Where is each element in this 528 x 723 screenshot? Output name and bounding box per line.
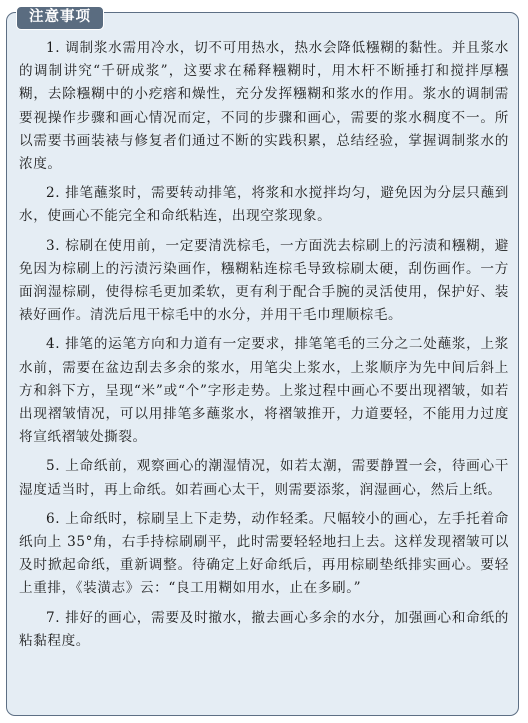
note-paragraph-6: 6. 上命纸时，棕刷呈上下走势，动作轻柔。尺幅较小的画心，左手托着命纸向上 35°角，右手持棕刷刷平，此时需要轻轻地扫上去。这样发现褶皱可以及时掀起命纸，重新调整。待确定上好命纸后，再用棕刷垫纸排实画心。要轻上重排，《装潢志》云：“良工用糊如用水，止在多刷。”	[19, 510, 509, 597]
note-paragraph-5: 5. 上命纸前，观察画心的潮湿情况，如若太潮，需要静置一会，待画心干湿度适当时，再上命纸。如若画心太干，则需要添浆，润湿画心，然后上纸。	[19, 458, 509, 498]
note-paragraph-7: 7. 排好的画心，需要及时撤水，撤去画心多余的水分，加强画心和命纸的粘黏程度。	[19, 609, 509, 649]
note-paragraph-3: 3. 棕刷在使用前，一定要清洗棕毛，一方面洗去棕刷上的污渍和糨糊，避免因为棕刷上的污渍污染画作，糨糊粘连棕毛导致棕刷太硬，刮伤画作。一方面润湿棕刷，使得棕毛更加柔软，更有利于配合手腕的灵活使用，保护好、装裱好画作。清洗后甩干棕毛中的水分，并用干毛巾理顺棕毛。	[19, 237, 509, 324]
note-paragraph-1: 1. 调制浆水需用冷水，切不可用热水，热水会降低糨糊的黏性。并且浆水的调制讲究“千研成浆”，这要求在稀释糨糊时，用木杆不断捶打和搅拌厚糨糊，去除糨糊中的小疙瘩和燥性，充分发挥糨糊和浆水的作用。浆水的调制需要视操作步骤和画心情况而定，不同的步骤和画心，需要的浆水稠度不一。所以需要书画装裱与修复者们通过不断的实践积累，总结经验，掌握调制浆水的浓度。	[19, 40, 509, 173]
notice-content	[19, 37, 509, 659]
note-paragraph-4: 4. 排笔的运笔方向和力道有一定要求，排笔笔毛的三分之二处蘸浆，上浆水前，需要在盆边刮去多余的浆水，用笔尖上浆水，上浆顺序为先中间后斜上方和斜下方，呈现“米”或“个”字形走势。上浆过程中画心不要出现褶皱，如若出现褶皱情况，可以用排笔多蘸浆水，将褶皱推开，力道要轻，不能用力过度将宣纸褶皱处撕裂。	[19, 336, 509, 446]
note-paragraph-2: 2. 排笔蘸浆时，需要转动排笔，将浆和水搅拌均匀，避免因为分层只蘸到水，使画心不能完全和命纸粘连，出现空浆现象。	[19, 185, 509, 225]
notice-title: 注意事项	[16, 6, 104, 30]
notice-box	[6, 12, 519, 716]
